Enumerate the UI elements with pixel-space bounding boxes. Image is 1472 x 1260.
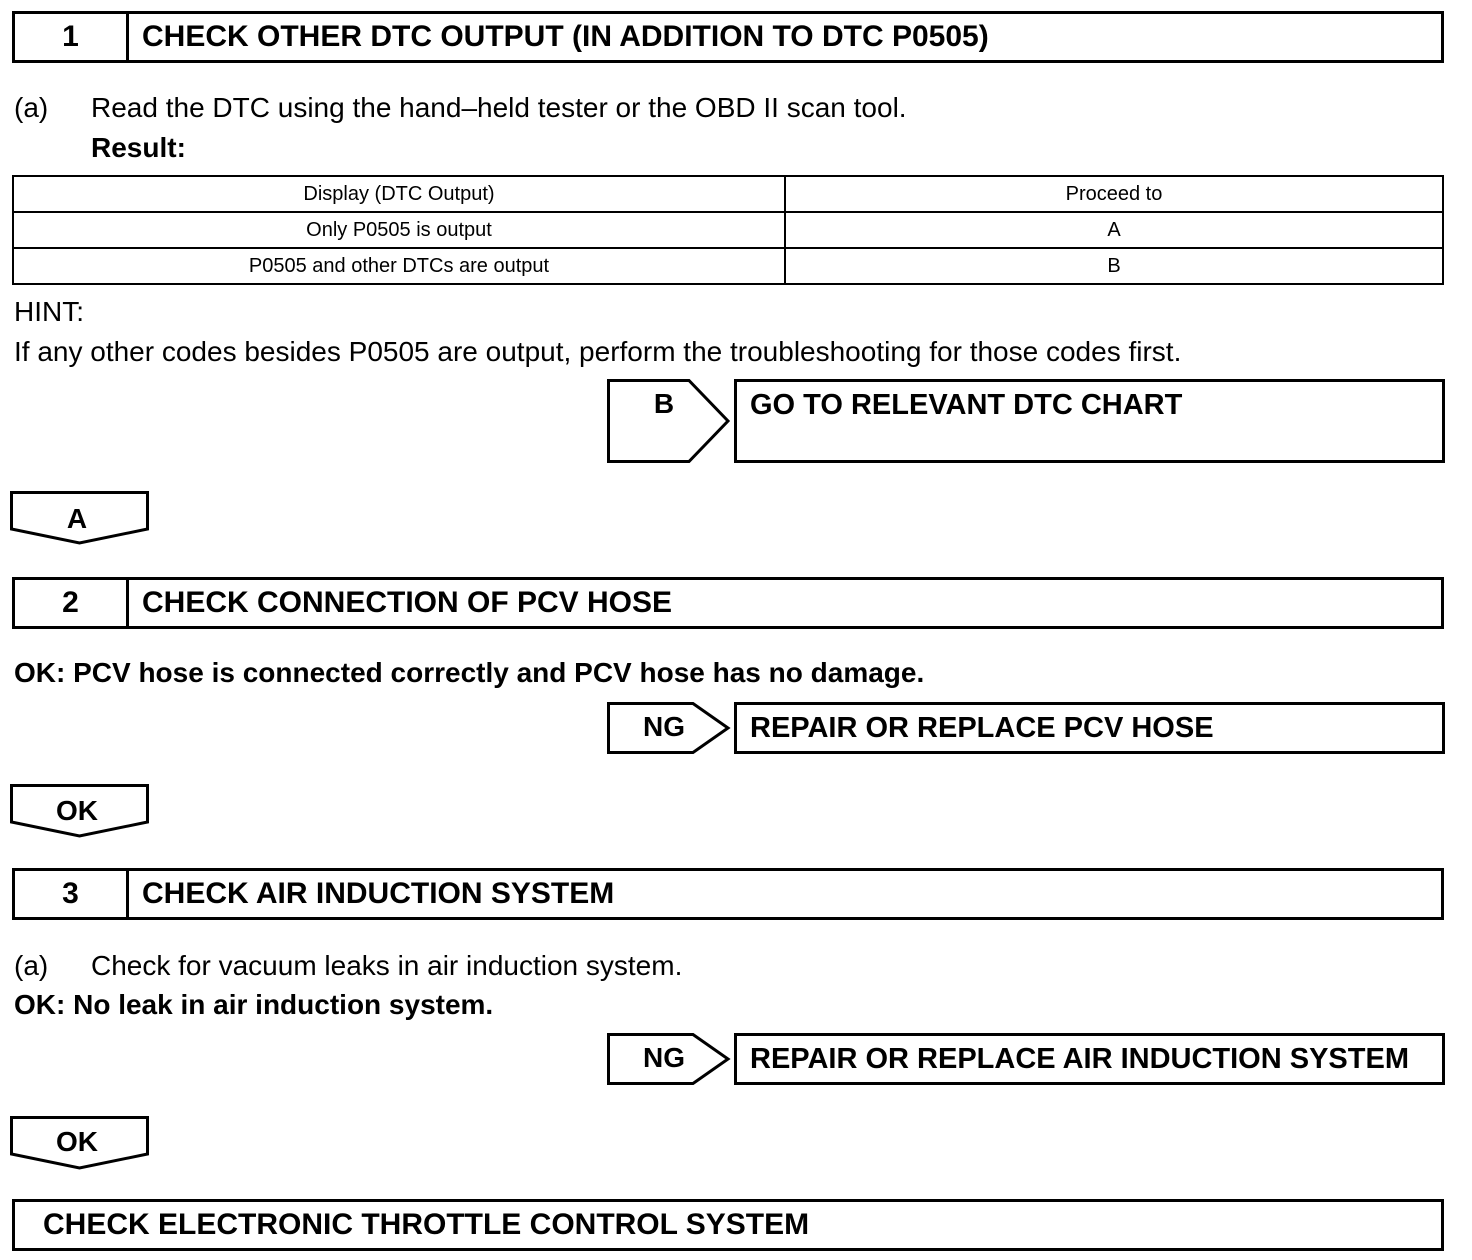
final-step-header	[12, 1199, 1444, 1251]
step-3-header	[12, 868, 1444, 920]
final-step-title: CHECK ELECTRONIC THROTTLE CONTROL SYSTEM	[43, 1208, 810, 1241]
result-table	[12, 175, 1444, 285]
step-2-ng-result-text: REPAIR OR REPLACE PCV HOSE	[750, 712, 1214, 744]
step-1-title: CHECK OTHER DTC OUTPUT (IN ADDITION TO DTC P0505)	[142, 20, 989, 53]
step-2-number: 2	[15, 580, 129, 626]
step-2-ok-text: OK: PCV hose is connected correctly and PCV hose has no damage.	[14, 657, 925, 688]
branch-b-result-box	[734, 379, 1445, 463]
step-3-title: CHECK AIR INDUCTION SYSTEM	[142, 877, 615, 910]
branch-b-label: B	[653, 388, 675, 419]
step-1-item-a-marker: (a)	[14, 92, 49, 123]
step-3-ng-label: NG	[643, 1042, 685, 1073]
hint-text: If any other codes besides P0505 are output, perform the troubleshooting for those codes first.	[14, 336, 1182, 367]
table-cell-display: Only P0505 is output	[13, 212, 785, 248]
step-2-title: CHECK CONNECTION OF PCV HOSE	[142, 586, 673, 619]
step-1-header	[12, 11, 1444, 63]
step-2-header	[12, 577, 1444, 629]
table-header-display: Display (DTC Output)	[13, 176, 785, 212]
table-header-proceed: Proceed to	[785, 176, 1443, 212]
table-cell-proceed: A	[785, 212, 1443, 248]
step-3-ng-result-text: REPAIR OR REPLACE AIR INDUCTION SYSTEM	[750, 1043, 1409, 1075]
table-cell-proceed: B	[785, 248, 1443, 284]
step-2-ng-result-box	[734, 702, 1445, 754]
branch-b-result-text: GO TO RELEVANT DTC CHART	[750, 389, 1183, 421]
result-label: Result:	[91, 132, 186, 163]
step-3-continue-label: OK	[56, 1126, 98, 1157]
step-3-item-a-marker: (a)	[14, 950, 49, 981]
step-3-item-a-text: Check for vacuum leaks in air induction system.	[91, 950, 683, 981]
continue-a-label: A	[66, 503, 88, 534]
table-header-row	[13, 176, 1443, 212]
step-1-item-a-text: Read the DTC using the hand–held tester or the OBD II scan tool.	[91, 92, 907, 123]
step-3-ok-text: OK: No leak in air induction system.	[14, 989, 494, 1020]
hint-label: HINT:	[14, 296, 84, 327]
step-3-number: 3	[15, 871, 129, 917]
step-2-continue-label: OK	[56, 795, 98, 826]
table-row	[13, 248, 1443, 284]
step-3-ng-result-box	[734, 1033, 1445, 1085]
table-row	[13, 212, 1443, 248]
table-cell-display: P0505 and other DTCs are output	[13, 248, 785, 284]
step-2-ng-label: NG	[643, 711, 685, 742]
step-1-number: 1	[15, 14, 129, 60]
